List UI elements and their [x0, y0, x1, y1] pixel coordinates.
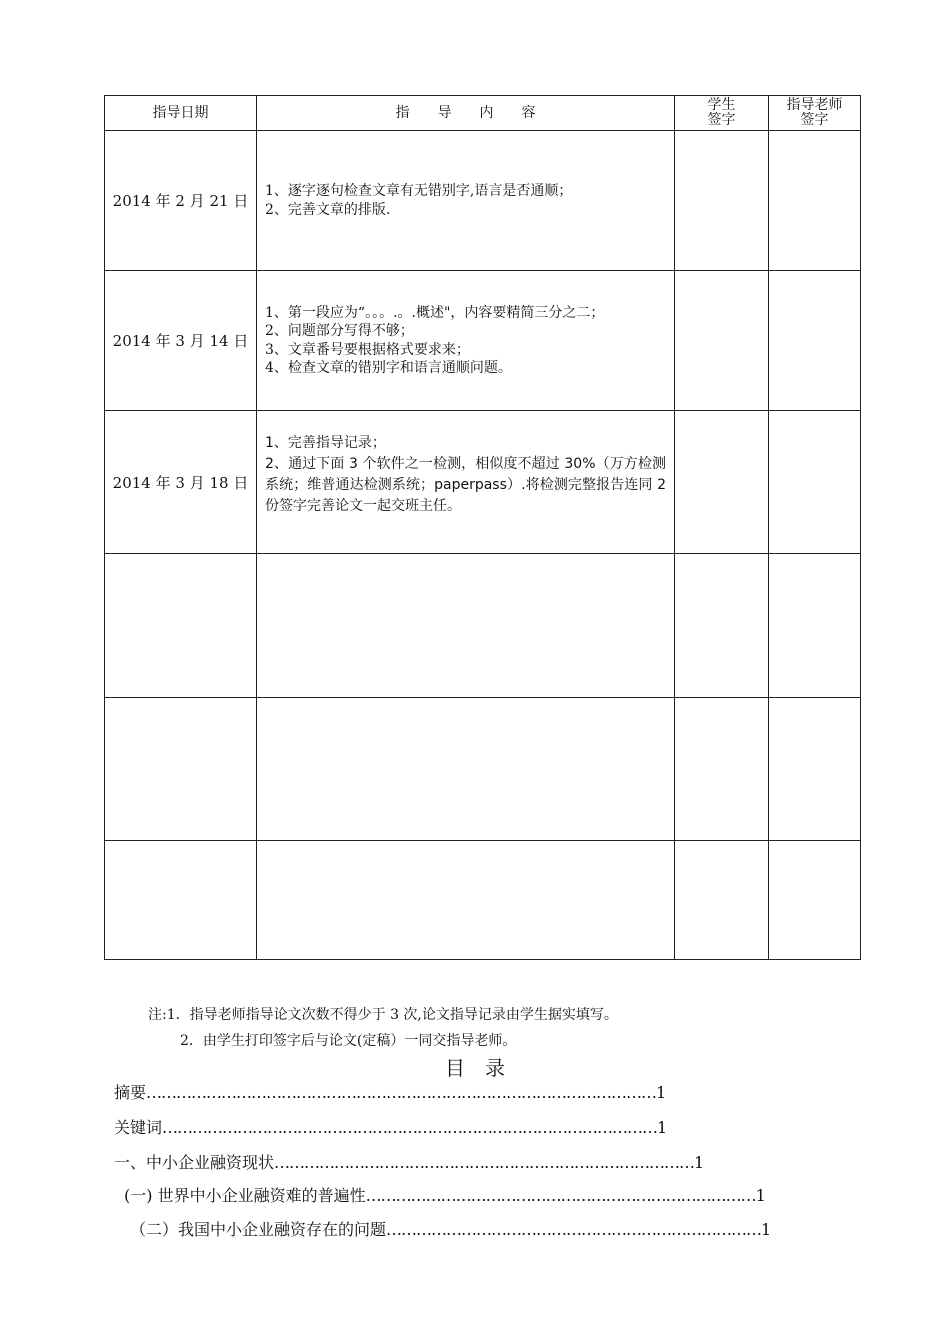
content-line: 2、问题部分写得不够； — [265, 323, 414, 339]
content-line: 1、逐字逐句检查文章有无错别字,语言是否通顺； — [265, 183, 573, 199]
content-line: 3、文章番号要根据格式要求来； — [265, 341, 470, 358]
row-date: 2014 年 2 月 21 日 — [105, 131, 257, 271]
toc-leader-dots: ………………………………………………………………………… — [274, 1153, 695, 1172]
teacher-sign-cell[interactable] — [769, 554, 861, 698]
toc-entry-label: 一、中小企业融资现状 — [114, 1153, 275, 1172]
teacher-sign-cell[interactable] — [769, 841, 861, 960]
teacher-sign-cell[interactable] — [769, 411, 861, 554]
row-date — [105, 841, 257, 960]
row-date: 2014 年 3 月 14 日 — [105, 271, 257, 411]
toc-entry-label: 摘要 — [114, 1083, 147, 1102]
student-sign-cell[interactable] — [675, 131, 769, 271]
content-line: 1、完善指导记录； — [265, 435, 386, 451]
header-date: 指导日期 — [105, 96, 257, 131]
header-student-sign-line2: 签字 — [707, 112, 736, 128]
toc-entry[interactable] — [114, 1150, 704, 1173]
row-content — [257, 698, 675, 841]
row-content — [257, 131, 675, 271]
row-date: 2014 年 3 月 18 日 — [105, 411, 257, 554]
guidance-record-table — [104, 95, 861, 960]
teacher-sign-cell[interactable] — [769, 698, 861, 841]
toc-entry-page: 1 — [657, 1118, 668, 1137]
toc-entry-label: (一) 世界中小企业融资难的普遍性 — [124, 1186, 366, 1205]
toc-entry[interactable] — [114, 1115, 667, 1138]
content-line: 4、检查文章的错别字和语言通顺问题。 — [265, 360, 512, 376]
toc-entry[interactable] — [114, 1080, 666, 1103]
row-content — [257, 411, 675, 554]
toc-entry-page: 1 — [761, 1220, 772, 1239]
toc-leader-dots: ……………………………………………………………………………………… — [162, 1118, 658, 1137]
student-sign-cell[interactable] — [675, 554, 769, 698]
row-date — [105, 698, 257, 841]
student-sign-cell[interactable] — [675, 841, 769, 960]
student-sign-cell[interactable] — [675, 698, 769, 841]
toc-entry[interactable] — [130, 1217, 771, 1240]
table-header-row — [105, 96, 861, 131]
content-line: 1、第一段应为“。。。.。.概述"，内容要精简三分之二； — [265, 304, 605, 321]
toc-entry-label: 关键词 — [114, 1118, 163, 1137]
header-content: 指 导 内 容 — [257, 96, 675, 131]
header-teacher-sign-line2: 签字 — [800, 112, 829, 128]
toc-entry[interactable] — [124, 1183, 766, 1206]
row-content — [257, 271, 675, 411]
note-1: 注:1．指导老师指导论文次数不得少于 3 次,论文指导记录由学生据实填写。 — [148, 1007, 618, 1023]
table-row — [105, 698, 861, 841]
toc-title: 目 录 — [445, 1056, 505, 1080]
table-row — [105, 841, 861, 960]
student-sign-cell[interactable] — [675, 271, 769, 411]
toc-entry-page: 1 — [755, 1186, 766, 1205]
student-sign-cell[interactable] — [675, 411, 769, 554]
table-row — [105, 131, 861, 271]
row-date — [105, 554, 257, 698]
toc-leader-dots: ………………………………………………………………… — [386, 1220, 762, 1239]
toc-entry-page: 1 — [694, 1153, 705, 1172]
toc-leader-dots: ………………………………………………………………………………………… — [146, 1083, 657, 1102]
toc-leader-dots: …………………………………………………………………… — [365, 1186, 756, 1205]
header-teacher-sign — [769, 96, 861, 131]
table-row — [105, 271, 861, 411]
header-student-sign-line1: 学生 — [707, 97, 736, 113]
table-row — [105, 411, 861, 554]
teacher-sign-cell[interactable] — [769, 271, 861, 411]
toc-entry-label: （二）我国中小企业融资存在的问题 — [130, 1220, 387, 1239]
header-student-sign — [675, 96, 769, 131]
note-2: 2．由学生打印签字后与论文(定稿）一同交指导老师。 — [180, 1033, 517, 1049]
header-teacher-sign-line1: 指导老师 — [786, 97, 843, 113]
row-content — [257, 554, 675, 698]
content-line: 2、通过下面 3 个软件之一检测，相似度不超过 30%（万方检测系统；维普通达检测系统；paperpass）.将检测完整报告连同 2 份签字完善论文一起交班主任。 — [265, 456, 666, 514]
toc-entry-page: 1 — [656, 1083, 667, 1102]
content-line: 2、完善文章的排版. — [265, 201, 391, 218]
table-row — [105, 554, 861, 698]
teacher-sign-cell[interactable] — [769, 131, 861, 271]
row-content — [257, 841, 675, 960]
